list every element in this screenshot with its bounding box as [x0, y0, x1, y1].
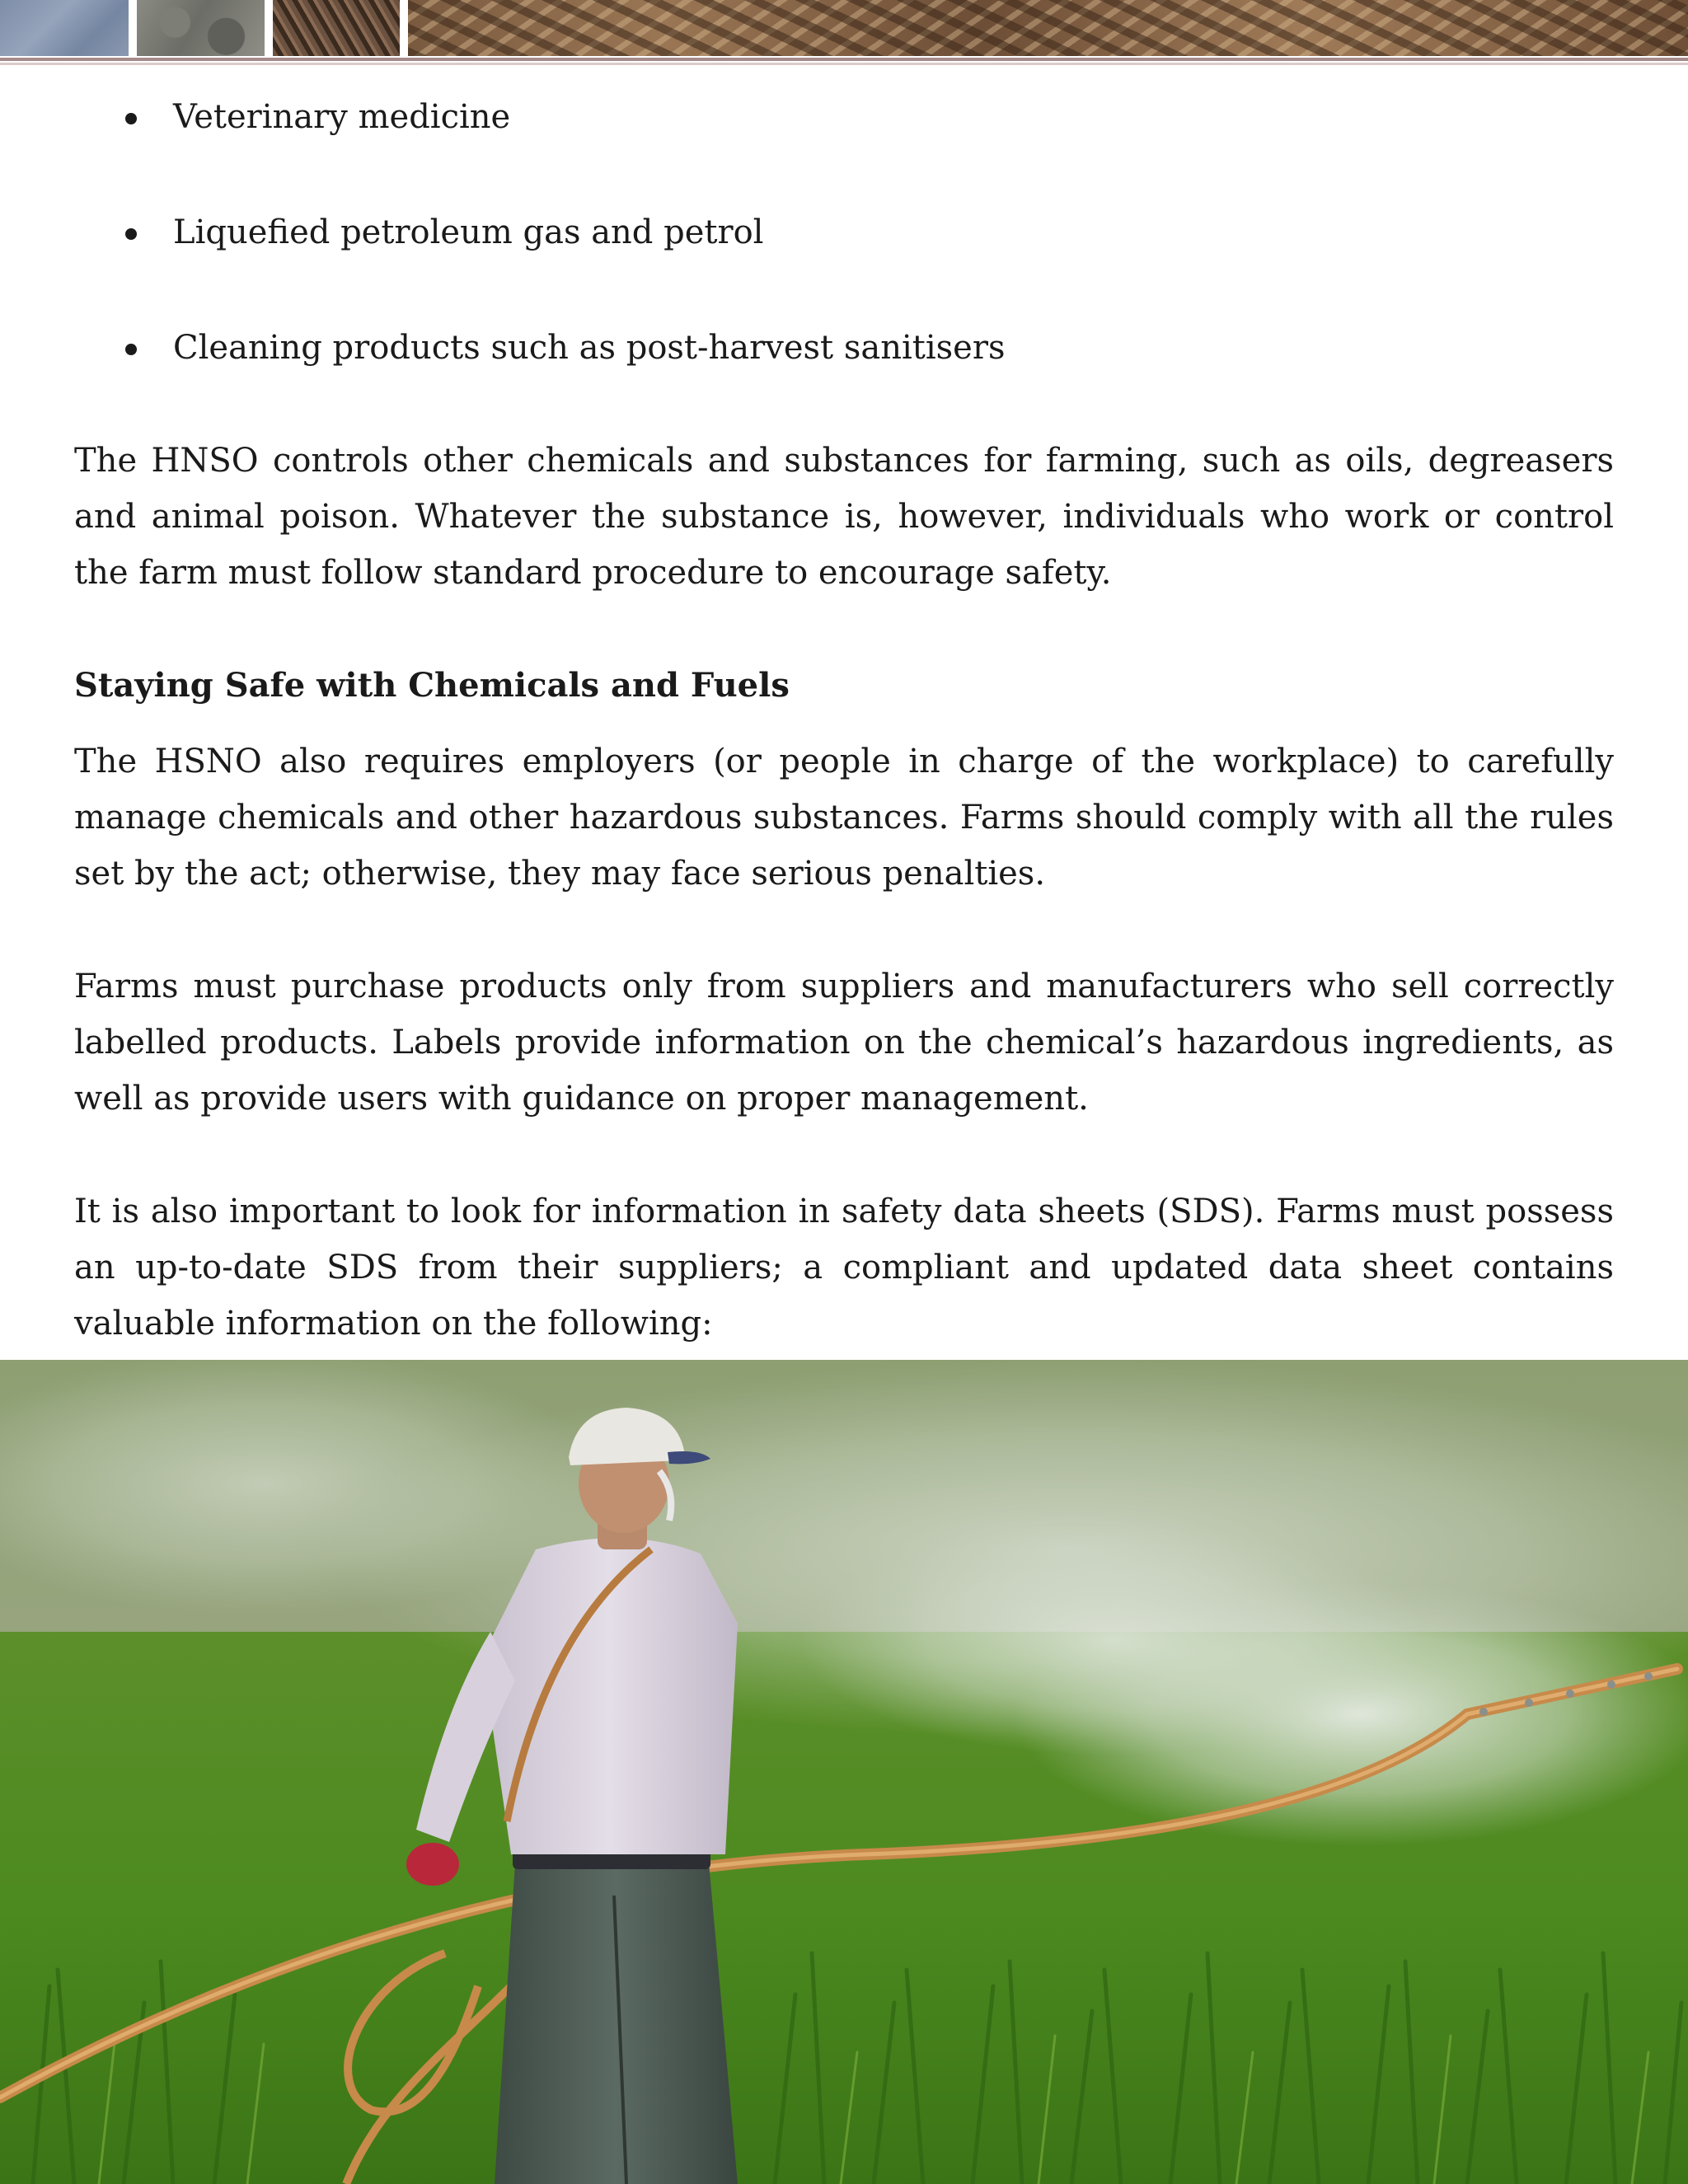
document-body: [74, 89, 1614, 1352]
banner-tile-bark: [273, 0, 400, 56]
list-item-text: Cleaning products such as post-harvest sanitisers: [173, 329, 1006, 367]
banner-divider-light: [0, 63, 1688, 65]
list-item-text: Veterinary medicine: [173, 98, 511, 136]
banner-tile-blue: [0, 0, 129, 56]
farmer-spraying-photo: [0, 1360, 1688, 2184]
bullet-icon: [125, 228, 137, 240]
paragraph-safety-data-sheets: It is also important to look for information in safety data sheets (SDS). Farms must possess an up-to-date SDS from their suppliers; a compliant and updated data sheet contains valuable information on the following:: [74, 1193, 1614, 1343]
paragraph-hnso-controls: The HNSO controls other chemicals and substances for farming, such as oils, degreasers and animal poison. Whatever the substance is, however, individuals who work or control the farm must follow standard procedure to encourage safety.: [74, 442, 1614, 592]
banner-divider: [0, 58, 1688, 61]
bullet-icon: [125, 113, 137, 124]
list-item: [74, 320, 1614, 376]
paragraph-labelled-products: Farms must purchase products only from suppliers and manufacturers who sell correctly labelled products. Labels provide information on the chemical’s hazardous ingredients, as well as provide users with guidance on proper management.: [74, 968, 1614, 1118]
section-heading: Staying Safe with Chemicals and Fuels: [74, 666, 790, 705]
banner-tile-stone: [137, 0, 265, 56]
list-item: [74, 89, 1614, 145]
bullet-icon: [125, 344, 137, 355]
banner-tile-texture: [408, 0, 1688, 56]
paragraph-hsno-requirements: The HSNO also requires employers (or people in charge of the workplace) to carefully manage chemicals and other hazardous substances. Farms should comply with all the rules set by the act; otherwise, they may face serious penalties.: [74, 743, 1614, 893]
header-banner: [0, 0, 1688, 56]
list-item-text: Liquefied petroleum gas and petrol: [173, 213, 764, 251]
bullet-list: [74, 89, 1614, 376]
list-item: [74, 204, 1614, 260]
